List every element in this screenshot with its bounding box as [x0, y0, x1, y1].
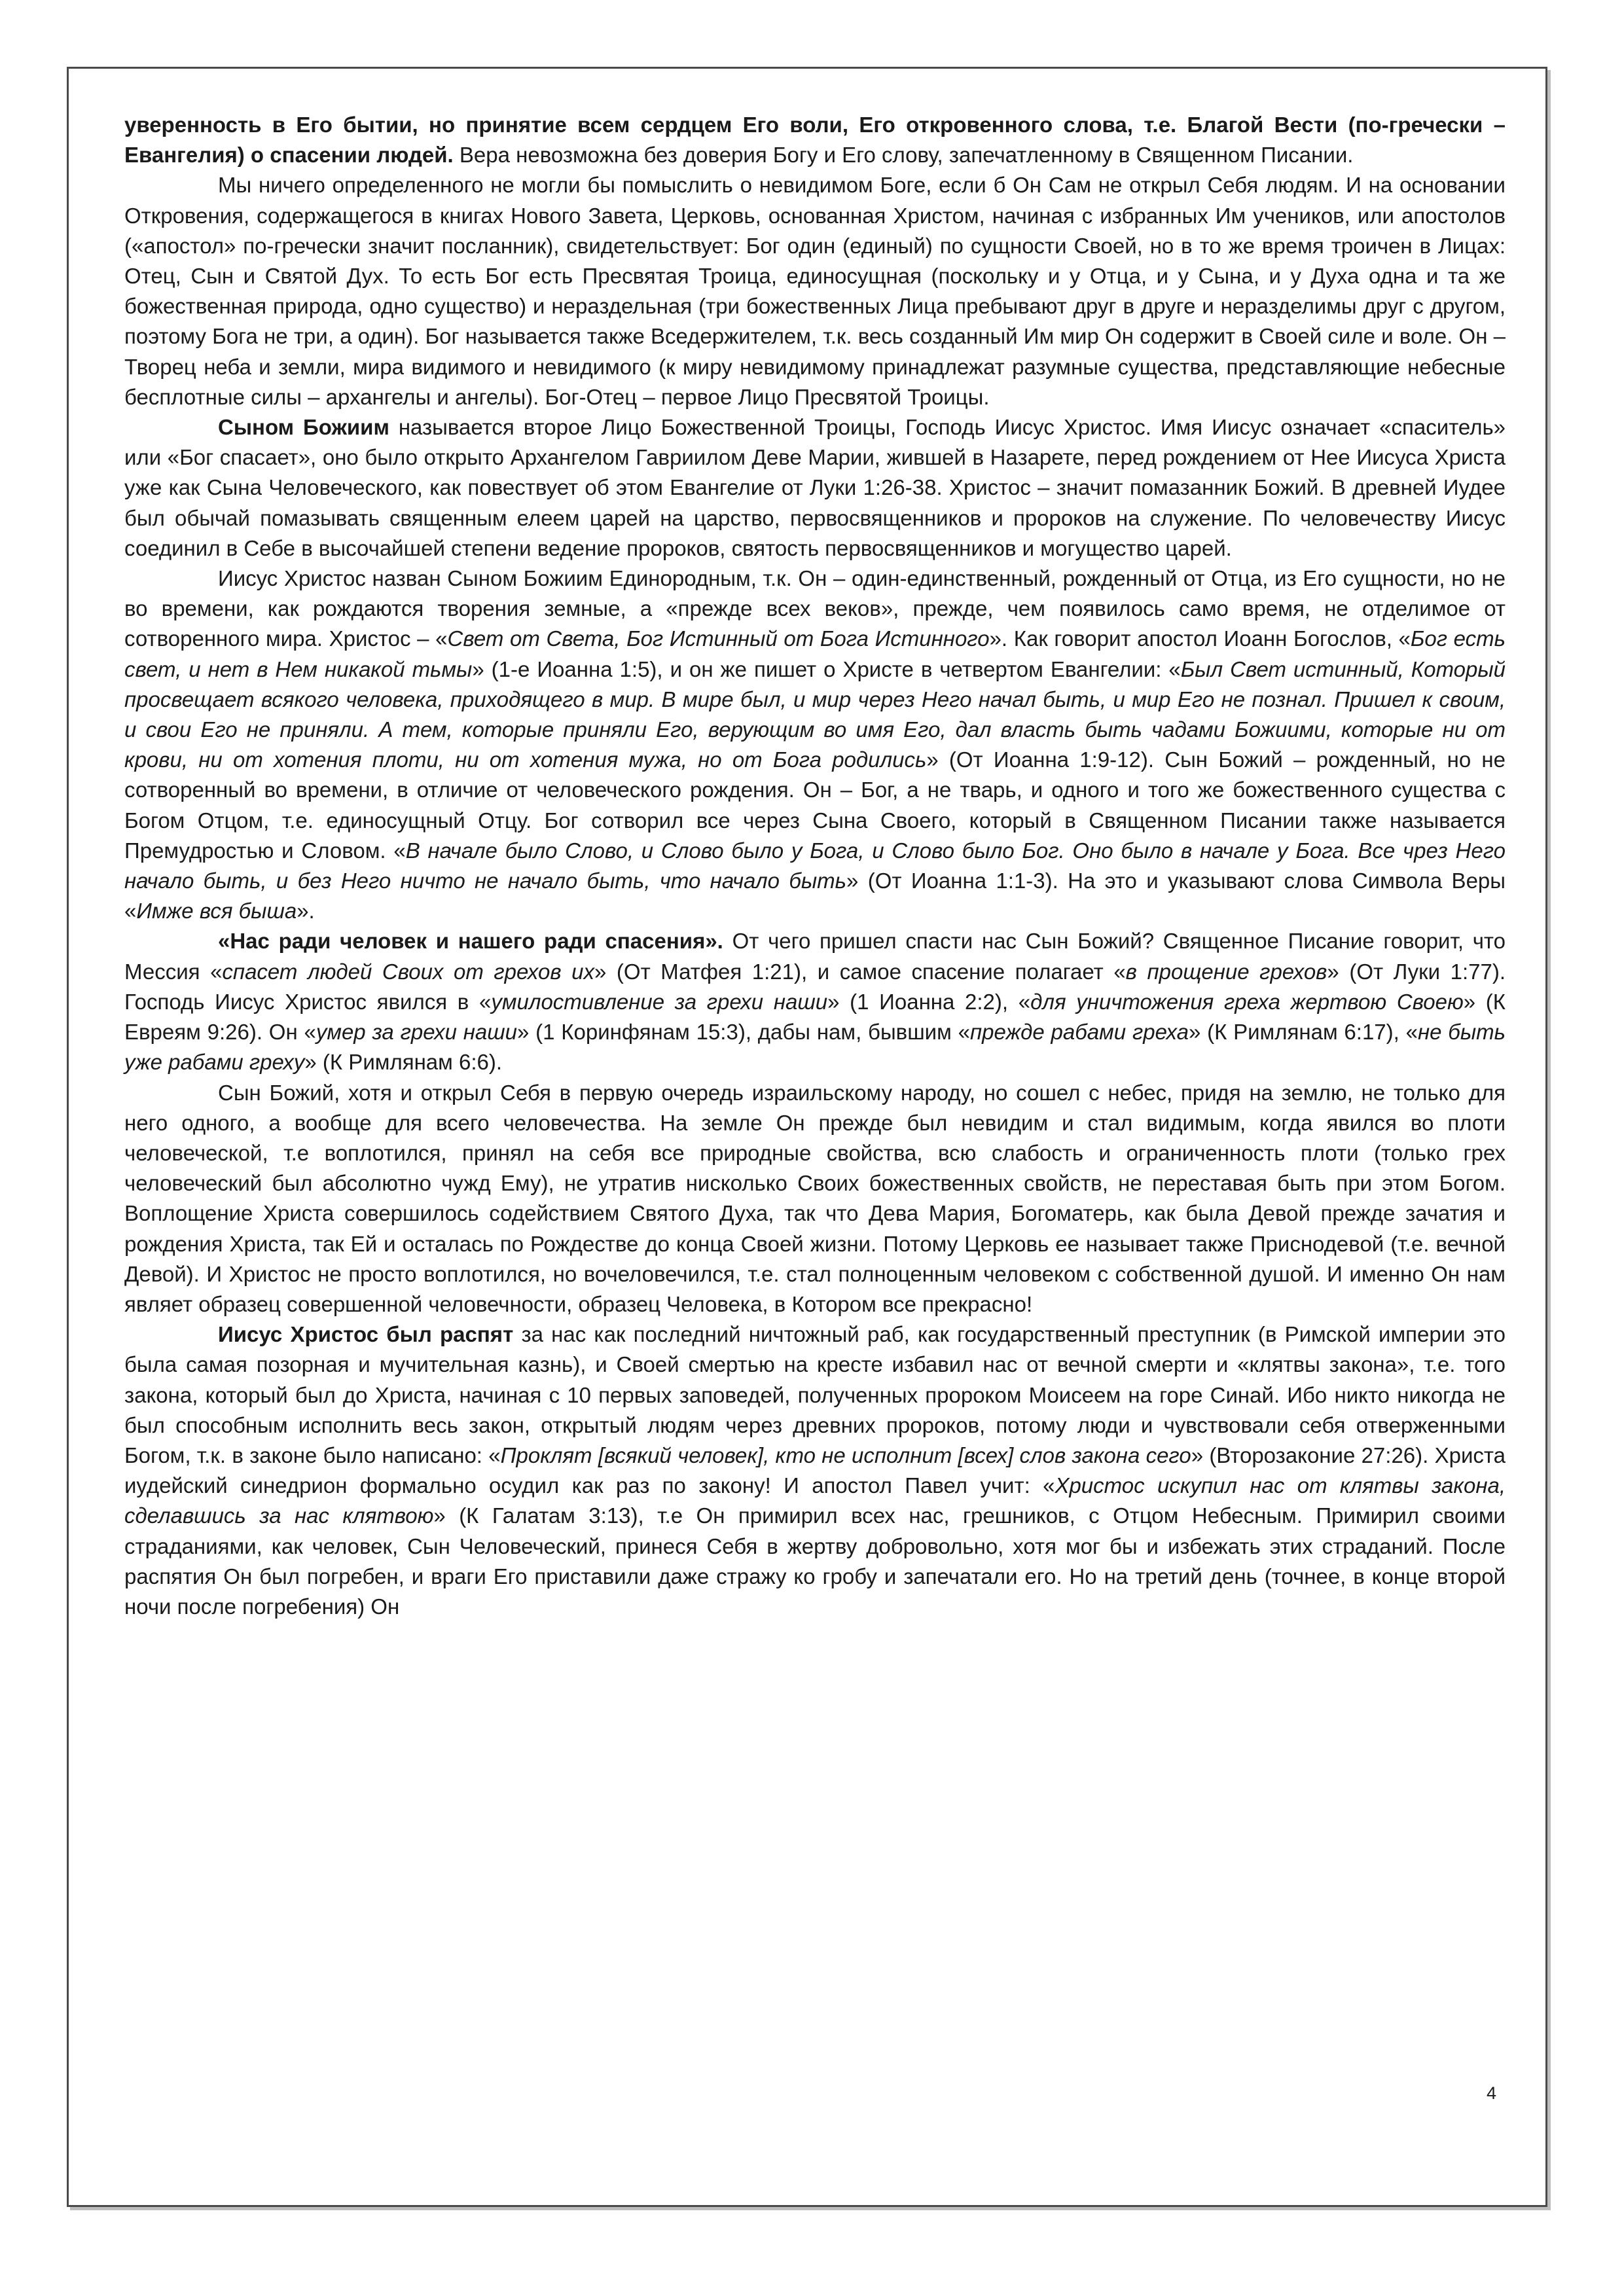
- paragraph: [124, 1319, 1506, 1622]
- italic-quote: не быть уже рабами греху: [124, 1020, 1506, 1075]
- text-run: От чего пришел спасти нас Сын Божий? Священное Писание говорит, что Мессия «: [124, 929, 1506, 984]
- text-run: » (От Матфея 1:21), и самое спасение полагает «: [594, 959, 1126, 984]
- text-run: за нас как последний ничтожный раб, как государственный преступник (в Римской империи это была самая позорная и мучительная казнь), и Своей смертью на кресте избавил нас от вечной смерти и «клятвы закона», т.е. того закона, который был до Христа, начиная с 10 первых заповедей, полученных пророком Моисеем на горе Синай. Ибо никто никогда не был способным исполнить весь закон, открытый людям через древних пророков, потому люди и чувствовали себя отверженными Богом, т.к. в законе было написано: «: [124, 1322, 1506, 1467]
- text-run: » (1 Иоанна 2:2), «: [827, 989, 1031, 1014]
- paragraph: [124, 564, 1506, 926]
- text-run: » (К Римлянам 6:17), «: [1188, 1020, 1418, 1045]
- text-run: » (Второзаконие 27:26). Христа иудейский синедрион формально осудил как раз по закону! И апостол Павел учит: «: [124, 1443, 1506, 1498]
- text-run: » (К Галатам 3:13), т.е Он примирил всех нас, грешников, с Отцом Небесным. Примирил своими страданиями, как человек, Сын Человеческий, принеся Себя в жертву добровольно, хотя мог бы и избежать этих страданий. После распятия Он был погребен, и враги Его приставили даже стражу ко гробу и запечатали его. Но на третий день (точнее, в конце второй ночи после погребения) Он: [124, 1503, 1506, 1619]
- bold-text: Сыном Божиим: [218, 415, 389, 440]
- italic-quote: Христос искупил нас от клятвы закона, сделавшись за нас клятвою: [124, 1473, 1506, 1528]
- italic-quote: прежде рабами греха: [969, 1020, 1189, 1045]
- italic-quote: Свет от Света, Бог Истинный от Бога Истинного: [447, 626, 990, 651]
- paragraph: [124, 412, 1506, 564]
- italic-quote: Проклят [всякий человек], кто не исполнит [всех] слов закона сего: [500, 1443, 1191, 1467]
- italic-quote: для уничтожения греха жертвою Своею: [1030, 989, 1464, 1014]
- italic-quote: спасет людей Своих от грехов их: [222, 959, 595, 984]
- italic-quote: Был Свет истинный, Который просвещает всякого человека, приходящего в мир. В мире был, и мир через Него начал быть, и мир Его не познал. Пришел к своим, и свои Его не приняли. А тем, которые приняли Его, верующим во имя Его, дал власть быть чадами Божиими, которые ни от крови, ни от хотения плоти, ни от хотения мужа, но от Бога родились: [124, 656, 1506, 772]
- text-run: Иисус Христос назван Сыном Божиим Единородным, т.к. Он – один-единственный, рожденный от Отца, из Его сущности, но не во времени, как рождаются творения земные, а «прежде всех веков», прежде, чем появилось само время, не отделимое от сотворенного мира. Христос – «: [124, 566, 1506, 651]
- paragraph: [124, 110, 1506, 170]
- text-run: ».: [297, 899, 315, 924]
- text-run: » (К Евреям 9:26). Он «: [124, 989, 1506, 1045]
- text-run: Вера невозможна без доверия Богу и Его слову, запечатленному в Священном Писании.: [453, 143, 1354, 168]
- italic-quote: умилостивление за грехи наши: [491, 989, 828, 1014]
- text-run: » (От Иоанна 1:1-3). На это и указывают слова Символа Веры «: [124, 869, 1506, 924]
- text-run: Мы ничего определенного не могли бы помыслить о невидимом Боге, если б Он Сам не открыл Себя людям. И на основании Откровения, содержащегося в книгах Нового Завета, Церковь, основанная Христом, начиная с избранных Им учеников, или апостолов («апостол» по-гречески значит посланник), свидетельствует: Бог один (единый) по сущности Своей, но в то же время троичен в Лицах: Отец, Сын и Святой Дух. То есть Бог есть Пресвятая Троица, единосущная (поскольку и у Отца, и у Сына, и у Духа одна и та же божественная природа, одно существо) и нераздельная (три божественных Лица пребывают друг в друге и неразделимы друг с другом, поэтому Бога не три, а один). Бог называется также Вседержителем, т.к. весь созданный Им мир Он содержит в Своей силе и воле. Он – Творец неба и земли, мира видимого и невидимого (к миру невидимому принадлежат разумные существа, представляющие небесные бесплотные силы – архангелы и ангелы). Бог-Отец – первое Лицо Пресвятой Троицы.: [124, 173, 1506, 409]
- text-run: » (От Луки 1:77). Господь Иисус Христос явился в «: [124, 959, 1506, 1014]
- page-number: 4: [1487, 2083, 1497, 2103]
- text-run: Сын Божий, хотя и открыл Себя в первую очередь израильскому народу, но сошел с небес, придя на землю, не только для него одного, а вообще для всего человечества. На земле Он прежде был невидим и стал видимым, когда явился во плоти человеческой, т.е воплотился, принял на себя все природные свойства, всю слабость и ограниченность плоти (только грех человеческий был абсолютно чужд Ему), не утратив нисколько Своих божественных свойств, не переставая быть при этом Богом. Воплощение Христа совершилось содействием Святого Духа, так что Дева Мария, Богоматерь, как была Девой прежде зачатия и рождения Христа, так Ей и осталась по Рождестве до конца Своей жизни. Потому Церковь ее называет также Приснодевой (т.е. вечной Девой). И Христос не просто воплотился, но вочеловечился, т.е. стал полноценным человеком с собственной душой. И именно Он нам являет образец совершенной человечности, образец Человека, в Котором все прекрасно!: [124, 1080, 1506, 1316]
- bold-text: уверенность в Его бытии, но принятие всем сердцем Его воли, Его откровенного слова, т.е. Благой Вести (по-гречески – Евангелия) о спасении людей.: [124, 113, 1506, 168]
- italic-quote: Бог есть свет, и нет в Нем никакой тьмы: [124, 626, 1506, 681]
- text-run: » (1-е Иоанна 1:5), и он же пишет о Христе в четвертом Евангелии: «: [472, 656, 1181, 681]
- italic-quote: Имже вся быша: [136, 899, 297, 924]
- text-run: называется второе Лицо Божественной Троицы, Господь Иисус Христос. Имя Иисус означает «спаситель» или «Бог спасает», оно было открыто Архангелом Гавриилом Деве Марии, жившей в Назарете, перед рождением от Нее Иисуса Христа уже как Сына Человеческого, как повествует об этом Евангелие от Луки 1:26-38. Христос – значит помазанник Божий. В древней Иудее был обычай помазывать священным елеем царей на царство, первосвященников и пророков на служение. По человечеству Иисус соединил в Себе в высочайшей степени ведение пророков, святость первосвященников и могущество царей.: [124, 415, 1506, 560]
- text-run: » (К Римлянам 6:6).: [304, 1050, 503, 1075]
- bold-text: «Нас ради человек и нашего ради спасения».: [218, 929, 723, 954]
- text-run: ». Как говорит апостол Иоанн Богослов, «: [989, 626, 1411, 651]
- italic-quote: В начале было Слово, и Слово было у Бога, и Слово было Бог. Оно было в начале у Бога. Все чрез Него начало быть, и без Него ничто не начало быть, что начало быть: [124, 838, 1506, 893]
- document-body: [124, 110, 1506, 1622]
- bold-text: Иисус Христос был распят: [218, 1322, 514, 1347]
- paragraph: [124, 1078, 1506, 1320]
- paragraph: [124, 170, 1506, 412]
- paragraph: [124, 926, 1506, 1077]
- text-run: » (От Иоанна 1:9-12). Сын Божий – рожденный, но не сотворенный во времени, в отличие от человеческого рождения. Он – Бог, а не тварь, и одного и того же божественного существа с Богом Отцом, т.е. единосущный Отцу. Бог сотворил все через Сына Своего, который в Священном Писании также называется Премудростью и Словом. «: [124, 747, 1506, 863]
- italic-quote: умер за грехи наши: [316, 1020, 518, 1045]
- italic-quote: в прощение грехов: [1125, 959, 1327, 984]
- text-run: » (1 Коринфянам 15:3), дабы нам, бывшим «: [517, 1020, 970, 1045]
